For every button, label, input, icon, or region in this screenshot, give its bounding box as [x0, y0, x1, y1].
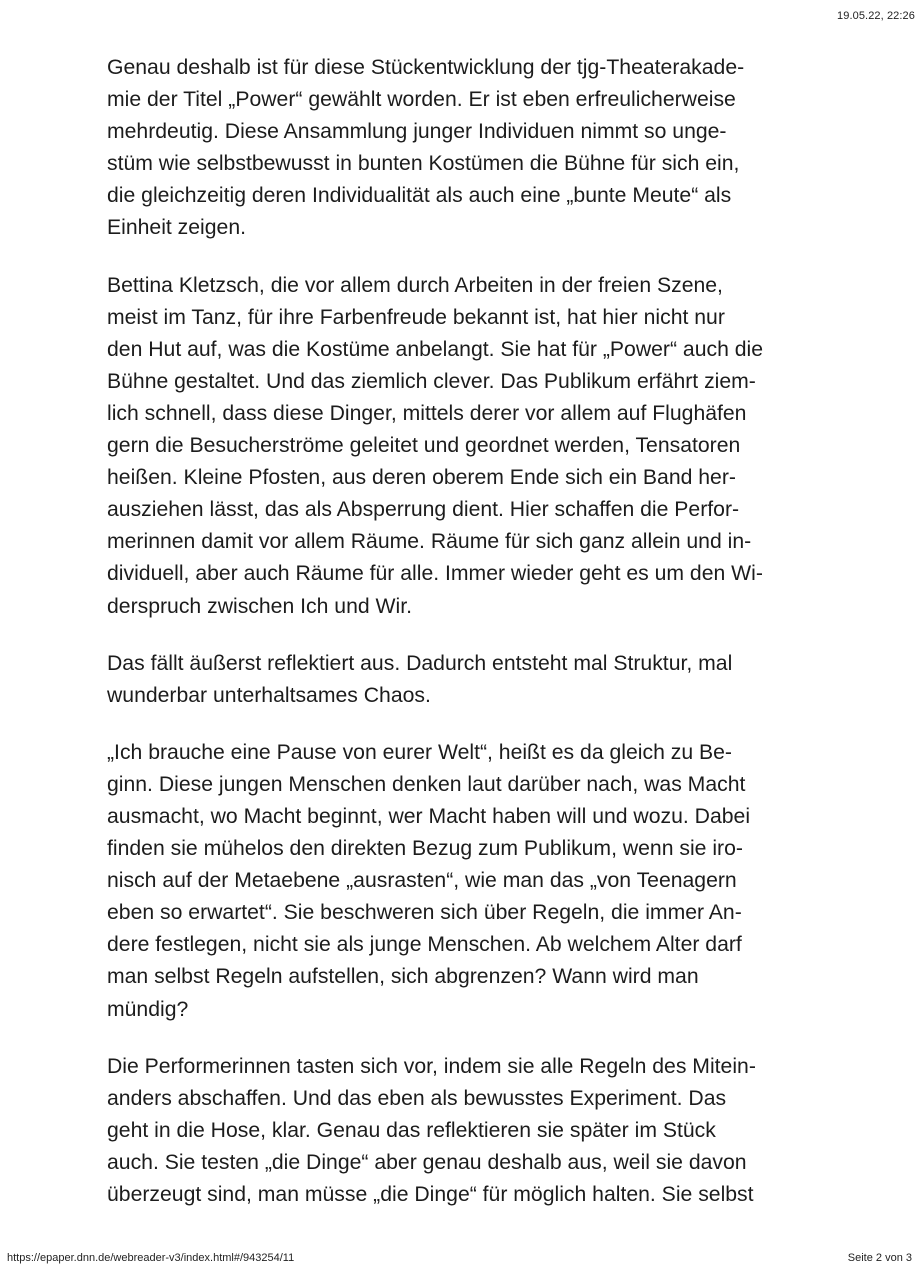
- text-line: auch. Sie testen „die Dinge“ aber genau deshalb aus, weil sie davon: [107, 1150, 747, 1174]
- text-line: ausmacht, wo Macht beginnt, wer Macht haben will und wozu. Dabei: [107, 804, 751, 828]
- text-line: Die Performerinnen tasten sich vor, indem sie alle Regeln des Mitein-: [107, 1054, 756, 1078]
- text-line: mehrdeutig. Diese Ansammlung junger Individuen nimmt so unge-: [107, 120, 727, 144]
- text-line: meist im Tanz, für ihre Farbenfreude bekannt ist, hat hier nicht nur: [107, 305, 725, 329]
- text-line: „Ich brauche eine Pause von eurer Welt“, heißt es da gleich zu Be-: [107, 740, 732, 764]
- text-line: dere festlegen, nicht sie als junge Menschen. Ab welchem Alter darf: [107, 933, 742, 957]
- text-line: die gleichzeitig deren Individualität als auch eine „bunte Meute“ als: [107, 184, 732, 208]
- print-footer-page-number: Seite 2 von 3: [847, 1252, 912, 1264]
- text-line: anders abschaffen. Und das eben als bewusstes Experiment. Das: [107, 1086, 727, 1110]
- text-line: Bühne gestaltet. Und das ziemlich clever. Das Publikum erfährt ziem-: [107, 369, 756, 393]
- text-line: überzeugt sind, man müsse „die Dinge“ für möglich halten. Sie selbst: [107, 1183, 754, 1206]
- text-line: Genau deshalb ist für diese Stückentwicklung der tjg-Theaterakade-: [107, 56, 745, 79]
- text-line: Bettina Kletzsch, die vor allem durch Arbeiten in der freien Szene,: [107, 273, 723, 297]
- print-footer-url: https://epaper.dnn.de/webreader-v3/index.html#/943254/11: [7, 1252, 295, 1264]
- text-line: mündig?: [107, 997, 189, 1021]
- text-line: man selbst Regeln aufstellen, sich abgrenzen? Wann wird man: [107, 965, 699, 989]
- text-line: gern die Besucherströme geleitet und geordnet werden, Tensatoren: [107, 434, 741, 458]
- text-line: lich schnell, dass diese Dinger, mittels derer vor allem auf Flughäfen: [107, 401, 747, 425]
- text-line: Einheit zeigen.: [107, 216, 246, 240]
- print-header-datetime: 19.05.22, 22:26: [837, 10, 915, 22]
- paragraph-2: [107, 270, 819, 623]
- paragraph-1: [107, 52, 819, 245]
- text-line: ausziehen lässt, das als Absperrung dient. Hier schaffen die Perfor-: [107, 498, 740, 522]
- text-line: dividuell, aber auch Räume für alle. Immer wieder geht es um den Wi-: [107, 562, 763, 586]
- text-line: derspruch zwischen Ich und Wir.: [107, 594, 412, 618]
- text-line: heißen. Kleine Pfosten, aus deren oberem Ende sich ein Band her-: [107, 466, 736, 490]
- text-line: eben so erwartet“. Sie beschweren sich über Regeln, die immer An-: [107, 901, 742, 925]
- paragraph-5: [107, 1051, 819, 1211]
- text-line: nisch auf der Metaebene „ausrasten“, wie man das „von Teenagern: [107, 869, 737, 893]
- text-line: finden sie mühelos den direkten Bezug zum Publikum, wenn sie iro-: [107, 837, 743, 861]
- text-line: stüm wie selbstbewusst in bunten Kostümen die Bühne für sich ein,: [107, 152, 740, 176]
- text-line: Das fällt äußerst reflektiert aus. Dadurch entsteht mal Struktur, mal: [107, 651, 733, 675]
- text-line: den Hut auf, was die Kostüme anbelangt. Sie hat für „Power“ auch die: [107, 337, 764, 361]
- text-line: ginn. Diese jungen Menschen denken laut darüber nach, was Macht: [107, 772, 746, 796]
- article-body: [107, 52, 819, 1236]
- paragraph-4: [107, 737, 819, 1026]
- text-line: wunderbar unterhaltsames Chaos.: [107, 683, 431, 707]
- text-line: geht in die Hose, klar. Genau das reflektieren sie später im Stück: [107, 1118, 716, 1142]
- text-line: merinnen damit vor allem Räume. Räume für sich ganz allein und in-: [107, 530, 752, 554]
- text-line: mie der Titel „Power“ gewählt worden. Er ist eben erfreulicherweise: [107, 88, 736, 112]
- paragraph-3: [107, 648, 819, 712]
